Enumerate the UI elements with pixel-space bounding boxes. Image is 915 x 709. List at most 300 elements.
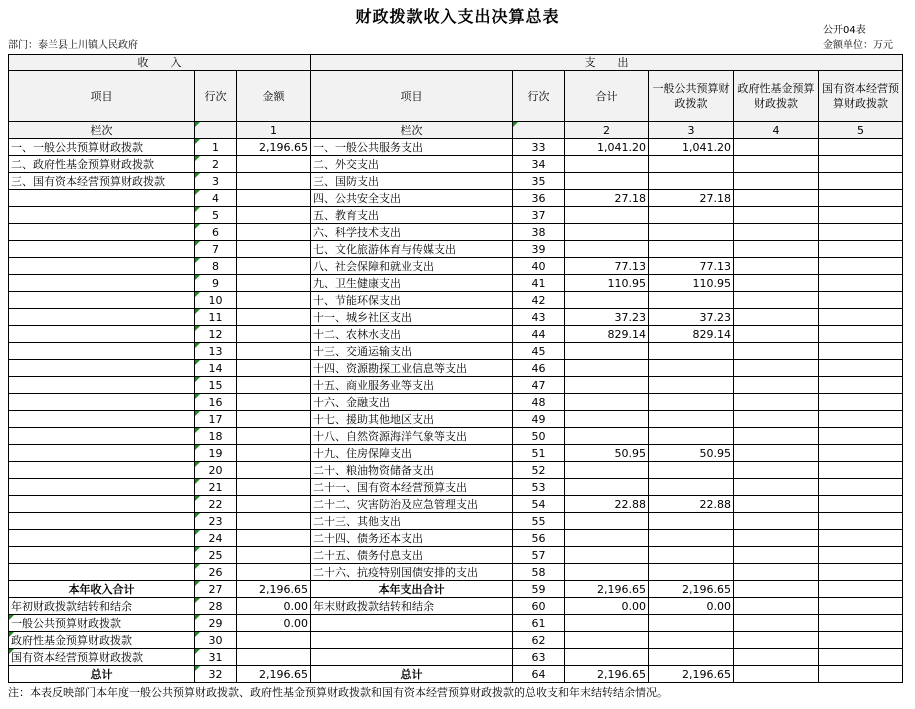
expense-total[interactable]	[565, 632, 649, 649]
income-item[interactable]: 三、国有资本经营预算财政拨款	[9, 173, 195, 190]
expense-total[interactable]	[565, 394, 649, 411]
expense-item[interactable]	[311, 615, 513, 632]
expense-state-capital[interactable]	[819, 411, 903, 428]
income-item[interactable]	[9, 377, 195, 394]
expense-state-capital[interactable]	[819, 666, 903, 683]
expense-general-budget[interactable]	[649, 530, 734, 547]
expense-row-no[interactable]: 39	[513, 241, 565, 258]
income-amount[interactable]	[237, 207, 311, 224]
column-index-5[interactable]: 5	[819, 122, 903, 139]
expense-row-no[interactable]: 59	[513, 581, 565, 598]
expense-item[interactable]	[311, 632, 513, 649]
expense-state-capital[interactable]	[819, 615, 903, 632]
expense-row-no[interactable]: 42	[513, 292, 565, 309]
income-item[interactable]	[9, 462, 195, 479]
expense-item[interactable]: 九、卫生健康支出	[311, 275, 513, 292]
expense-item[interactable]: 十四、资源勘探工业信息等支出	[311, 360, 513, 377]
expense-general-budget[interactable]	[649, 615, 734, 632]
expense-gov-fund[interactable]	[734, 394, 819, 411]
column-index-blank-expense[interactable]	[513, 122, 565, 139]
income-row-no[interactable]: 19	[195, 445, 237, 462]
expense-gov-fund[interactable]	[734, 564, 819, 581]
expense-general-budget[interactable]: 77.13	[649, 258, 734, 275]
expense-state-capital[interactable]	[819, 496, 903, 513]
expense-total[interactable]: 50.95	[565, 445, 649, 462]
expense-total[interactable]: 110.95	[565, 275, 649, 292]
expense-item[interactable]: 十、节能环保支出	[311, 292, 513, 309]
income-amount[interactable]	[237, 292, 311, 309]
expense-state-capital[interactable]	[819, 224, 903, 241]
expense-general-budget[interactable]: 829.14	[649, 326, 734, 343]
expense-gov-fund[interactable]	[734, 530, 819, 547]
income-item[interactable]: 总计	[9, 666, 195, 683]
expense-total[interactable]: 1,041.20	[565, 139, 649, 156]
expense-general-budget[interactable]	[649, 241, 734, 258]
expense-state-capital[interactable]	[819, 547, 903, 564]
expense-row-no[interactable]: 63	[513, 649, 565, 666]
expense-gov-fund[interactable]	[734, 241, 819, 258]
expense-row-no[interactable]: 40	[513, 258, 565, 275]
income-amount[interactable]	[237, 632, 311, 649]
income-item[interactable]	[9, 207, 195, 224]
expense-state-capital[interactable]	[819, 513, 903, 530]
expense-gov-fund[interactable]	[734, 292, 819, 309]
expense-row-no[interactable]: 44	[513, 326, 565, 343]
expense-gov-fund[interactable]	[734, 666, 819, 683]
income-amount[interactable]: 2,196.65	[237, 139, 311, 156]
income-item[interactable]	[9, 190, 195, 207]
expense-total[interactable]	[565, 411, 649, 428]
expense-general-budget[interactable]	[649, 411, 734, 428]
expense-item[interactable]: 五、教育支出	[311, 207, 513, 224]
expense-general-budget[interactable]	[649, 632, 734, 649]
header-row-no-expense[interactable]: 行次	[513, 71, 565, 122]
income-row-no[interactable]: 5	[195, 207, 237, 224]
expense-general-budget[interactable]: 27.18	[649, 190, 734, 207]
expense-general-budget[interactable]	[649, 513, 734, 530]
expense-state-capital[interactable]	[819, 343, 903, 360]
income-row-no[interactable]: 1	[195, 139, 237, 156]
income-item[interactable]	[9, 496, 195, 513]
expense-state-capital[interactable]	[819, 258, 903, 275]
income-row-no[interactable]: 11	[195, 309, 237, 326]
income-amount[interactable]	[237, 377, 311, 394]
income-item[interactable]	[9, 275, 195, 292]
income-item[interactable]	[9, 513, 195, 530]
expense-row-no[interactable]: 55	[513, 513, 565, 530]
expense-row-no[interactable]: 52	[513, 462, 565, 479]
expense-row-no[interactable]: 57	[513, 547, 565, 564]
expense-row-no[interactable]: 60	[513, 598, 565, 615]
expense-gov-fund[interactable]	[734, 445, 819, 462]
income-amount[interactable]: 0.00	[237, 615, 311, 632]
income-row-no[interactable]: 29	[195, 615, 237, 632]
expense-state-capital[interactable]	[819, 241, 903, 258]
expense-state-capital[interactable]	[819, 462, 903, 479]
expense-gov-fund[interactable]	[734, 496, 819, 513]
income-item[interactable]: 年初财政拨款结转和结余	[9, 598, 195, 615]
expense-gov-fund[interactable]	[734, 377, 819, 394]
expense-total[interactable]	[565, 462, 649, 479]
income-item[interactable]	[9, 309, 195, 326]
column-index-4[interactable]: 4	[734, 122, 819, 139]
header-item-expense[interactable]: 项目	[311, 71, 513, 122]
expense-item[interactable]: 二十五、债务付息支出	[311, 547, 513, 564]
income-row-no[interactable]: 6	[195, 224, 237, 241]
expense-state-capital[interactable]	[819, 581, 903, 598]
income-amount[interactable]	[237, 258, 311, 275]
income-amount[interactable]	[237, 496, 311, 513]
income-row-no[interactable]: 12	[195, 326, 237, 343]
expense-state-capital[interactable]	[819, 190, 903, 207]
expense-gov-fund[interactable]	[734, 326, 819, 343]
expense-state-capital[interactable]	[819, 428, 903, 445]
income-amount[interactable]	[237, 564, 311, 581]
expense-item[interactable]: 年末财政拨款结转和结余	[311, 598, 513, 615]
expense-row-no[interactable]: 34	[513, 156, 565, 173]
income-amount[interactable]	[237, 462, 311, 479]
income-item[interactable]: 国有资本经营预算财政拨款	[9, 649, 195, 666]
income-item[interactable]: 本年收入合计	[9, 581, 195, 598]
expense-row-no[interactable]: 45	[513, 343, 565, 360]
expense-general-budget[interactable]	[649, 547, 734, 564]
income-amount[interactable]: 2,196.65	[237, 666, 311, 683]
income-row-no[interactable]: 30	[195, 632, 237, 649]
expense-row-no[interactable]: 43	[513, 309, 565, 326]
income-amount[interactable]	[237, 649, 311, 666]
income-item[interactable]	[9, 445, 195, 462]
expense-item[interactable]: 七、文化旅游体育与传媒支出	[311, 241, 513, 258]
expense-general-budget[interactable]	[649, 479, 734, 496]
income-amount[interactable]	[237, 190, 311, 207]
column-index-2[interactable]: 2	[565, 122, 649, 139]
income-row-no[interactable]: 13	[195, 343, 237, 360]
expense-item[interactable]: 十七、援助其他地区支出	[311, 411, 513, 428]
expense-row-no[interactable]: 46	[513, 360, 565, 377]
expense-general-budget[interactable]: 1,041.20	[649, 139, 734, 156]
income-row-no[interactable]: 7	[195, 241, 237, 258]
expense-general-budget[interactable]	[649, 564, 734, 581]
income-row-no[interactable]: 18	[195, 428, 237, 445]
expense-state-capital[interactable]	[819, 275, 903, 292]
expense-item[interactable]: 十六、金融支出	[311, 394, 513, 411]
expense-general-budget[interactable]	[649, 173, 734, 190]
income-row-no[interactable]: 8	[195, 258, 237, 275]
expense-general-budget[interactable]: 2,196.65	[649, 581, 734, 598]
expense-item[interactable]: 二十六、抗疫特别国债安排的支出	[311, 564, 513, 581]
expense-row-no[interactable]: 50	[513, 428, 565, 445]
expense-state-capital[interactable]	[819, 394, 903, 411]
income-item[interactable]	[9, 428, 195, 445]
expense-row-no[interactable]: 56	[513, 530, 565, 547]
expense-general-budget[interactable]	[649, 394, 734, 411]
expense-total[interactable]	[565, 292, 649, 309]
expense-row-no[interactable]: 37	[513, 207, 565, 224]
header-row-no[interactable]: 行次	[195, 71, 237, 122]
expense-row-no[interactable]: 61	[513, 615, 565, 632]
income-item[interactable]	[9, 292, 195, 309]
expense-general-budget[interactable]	[649, 292, 734, 309]
column-index-label[interactable]: 栏次	[9, 122, 195, 139]
expense-general-budget[interactable]: 0.00	[649, 598, 734, 615]
expense-row-no[interactable]: 62	[513, 632, 565, 649]
column-index-label-expense[interactable]: 栏次	[311, 122, 513, 139]
income-row-no[interactable]: 26	[195, 564, 237, 581]
expense-general-budget[interactable]	[649, 360, 734, 377]
income-item[interactable]: 一般公共预算财政拨款	[9, 615, 195, 632]
expense-gov-fund[interactable]	[734, 411, 819, 428]
expense-total[interactable]	[565, 377, 649, 394]
header-state-capital[interactable]: 国有资本经营预算财政拨款	[819, 71, 903, 122]
column-index-3[interactable]: 3	[649, 122, 734, 139]
income-amount[interactable]	[237, 275, 311, 292]
expense-state-capital[interactable]	[819, 377, 903, 394]
expense-row-no[interactable]: 64	[513, 666, 565, 683]
expense-gov-fund[interactable]	[734, 360, 819, 377]
expense-total[interactable]: 77.13	[565, 258, 649, 275]
expense-row-no[interactable]: 53	[513, 479, 565, 496]
expense-total[interactable]	[565, 173, 649, 190]
income-row-no[interactable]: 2	[195, 156, 237, 173]
income-amount[interactable]	[237, 479, 311, 496]
expense-total[interactable]	[565, 156, 649, 173]
expense-general-budget[interactable]	[649, 462, 734, 479]
income-row-no[interactable]: 23	[195, 513, 237, 530]
expense-total[interactable]	[565, 343, 649, 360]
expense-total[interactable]	[565, 241, 649, 258]
income-item[interactable]	[9, 360, 195, 377]
expense-state-capital[interactable]	[819, 207, 903, 224]
expense-general-budget[interactable]: 2,196.65	[649, 666, 734, 683]
expense-total[interactable]	[565, 547, 649, 564]
expense-total[interactable]	[565, 479, 649, 496]
expense-row-no[interactable]: 54	[513, 496, 565, 513]
expense-state-capital[interactable]	[819, 479, 903, 496]
income-amount[interactable]	[237, 173, 311, 190]
expense-item[interactable]: 十九、住房保障支出	[311, 445, 513, 462]
expense-state-capital[interactable]	[819, 598, 903, 615]
header-item[interactable]: 项目	[9, 71, 195, 122]
expense-item[interactable]: 六、科学技术支出	[311, 224, 513, 241]
header-general-budget[interactable]: 一般公共预算财政拨款	[649, 71, 734, 122]
income-item[interactable]	[9, 241, 195, 258]
expense-state-capital[interactable]	[819, 156, 903, 173]
income-amount[interactable]: 0.00	[237, 598, 311, 615]
income-item[interactable]: 二、政府性基金预算财政拨款	[9, 156, 195, 173]
expense-gov-fund[interactable]	[734, 224, 819, 241]
expense-total[interactable]: 22.88	[565, 496, 649, 513]
expense-gov-fund[interactable]	[734, 207, 819, 224]
expense-total[interactable]	[565, 360, 649, 377]
expense-item[interactable]: 十二、农林水支出	[311, 326, 513, 343]
expense-total[interactable]: 2,196.65	[565, 581, 649, 598]
expense-general-budget[interactable]	[649, 207, 734, 224]
expense-general-budget[interactable]	[649, 377, 734, 394]
expense-item[interactable]: 十一、城乡社区支出	[311, 309, 513, 326]
column-index-blank[interactable]	[195, 122, 237, 139]
expense-gov-fund[interactable]	[734, 615, 819, 632]
expense-row-no[interactable]: 51	[513, 445, 565, 462]
income-amount[interactable]	[237, 343, 311, 360]
expense-state-capital[interactable]	[819, 649, 903, 666]
expense-row-no[interactable]: 35	[513, 173, 565, 190]
income-row-no[interactable]: 16	[195, 394, 237, 411]
header-total[interactable]: 合计	[565, 71, 649, 122]
expense-item[interactable]: 二十二、灾害防治及应急管理支出	[311, 496, 513, 513]
income-amount[interactable]	[237, 326, 311, 343]
expense-item[interactable]: 八、社会保障和就业支出	[311, 258, 513, 275]
expense-general-budget[interactable]: 22.88	[649, 496, 734, 513]
expense-state-capital[interactable]	[819, 139, 903, 156]
expense-total[interactable]: 2,196.65	[565, 666, 649, 683]
expense-item[interactable]	[311, 649, 513, 666]
expense-gov-fund[interactable]	[734, 649, 819, 666]
income-row-no[interactable]: 10	[195, 292, 237, 309]
income-amount[interactable]	[237, 445, 311, 462]
expense-state-capital[interactable]	[819, 173, 903, 190]
expense-total[interactable]	[565, 224, 649, 241]
expense-general-budget[interactable]: 50.95	[649, 445, 734, 462]
income-amount[interactable]	[237, 360, 311, 377]
header-amount[interactable]: 金额	[237, 71, 311, 122]
expense-section-header[interactable]: 支 出	[311, 55, 903, 71]
income-amount[interactable]	[237, 156, 311, 173]
expense-total[interactable]	[565, 564, 649, 581]
expense-general-budget[interactable]: 110.95	[649, 275, 734, 292]
expense-row-no[interactable]: 38	[513, 224, 565, 241]
expense-gov-fund[interactable]	[734, 547, 819, 564]
expense-total[interactable]: 0.00	[565, 598, 649, 615]
expense-total[interactable]	[565, 207, 649, 224]
income-section-header[interactable]: 收 入	[9, 55, 311, 71]
expense-total[interactable]	[565, 649, 649, 666]
income-item[interactable]	[9, 411, 195, 428]
income-row-no[interactable]: 3	[195, 173, 237, 190]
income-item[interactable]	[9, 530, 195, 547]
income-row-no[interactable]: 4	[195, 190, 237, 207]
expense-item[interactable]: 二十三、其他支出	[311, 513, 513, 530]
expense-row-no[interactable]: 49	[513, 411, 565, 428]
income-row-no[interactable]: 24	[195, 530, 237, 547]
income-row-no[interactable]: 22	[195, 496, 237, 513]
expense-state-capital[interactable]	[819, 292, 903, 309]
income-row-no[interactable]: 27	[195, 581, 237, 598]
income-amount[interactable]	[237, 513, 311, 530]
expense-item[interactable]: 二、外交支出	[311, 156, 513, 173]
expense-gov-fund[interactable]	[734, 632, 819, 649]
income-row-no[interactable]: 20	[195, 462, 237, 479]
expense-total[interactable]: 829.14	[565, 326, 649, 343]
income-item[interactable]	[9, 343, 195, 360]
income-item[interactable]	[9, 479, 195, 496]
expense-gov-fund[interactable]	[734, 173, 819, 190]
expense-gov-fund[interactable]	[734, 479, 819, 496]
expense-state-capital[interactable]	[819, 309, 903, 326]
expense-general-budget[interactable]	[649, 649, 734, 666]
expense-row-no[interactable]: 36	[513, 190, 565, 207]
expense-state-capital[interactable]	[819, 564, 903, 581]
expense-item[interactable]: 十三、交通运输支出	[311, 343, 513, 360]
expense-item[interactable]: 十八、自然资源海洋气象等支出	[311, 428, 513, 445]
expense-item[interactable]: 二十、粮油物资储备支出	[311, 462, 513, 479]
expense-row-no[interactable]: 58	[513, 564, 565, 581]
expense-state-capital[interactable]	[819, 360, 903, 377]
expense-total[interactable]: 27.18	[565, 190, 649, 207]
income-row-no[interactable]: 28	[195, 598, 237, 615]
expense-gov-fund[interactable]	[734, 343, 819, 360]
income-amount[interactable]	[237, 224, 311, 241]
expense-item[interactable]: 二十四、债务还本支出	[311, 530, 513, 547]
expense-general-budget[interactable]	[649, 156, 734, 173]
income-item[interactable]: 一、一般公共预算财政拨款	[9, 139, 195, 156]
expense-total[interactable]	[565, 530, 649, 547]
expense-gov-fund[interactable]	[734, 462, 819, 479]
expense-item[interactable]: 总计	[311, 666, 513, 683]
income-amount[interactable]	[237, 428, 311, 445]
income-row-no[interactable]: 9	[195, 275, 237, 292]
expense-item[interactable]: 一、一般公共服务支出	[311, 139, 513, 156]
income-item[interactable]	[9, 547, 195, 564]
expense-item[interactable]: 三、国防支出	[311, 173, 513, 190]
expense-gov-fund[interactable]	[734, 139, 819, 156]
expense-gov-fund[interactable]	[734, 581, 819, 598]
expense-gov-fund[interactable]	[734, 598, 819, 615]
expense-row-no[interactable]: 48	[513, 394, 565, 411]
income-amount[interactable]: 2,196.65	[237, 581, 311, 598]
header-gov-fund[interactable]: 政府性基金预算财政拨款	[734, 71, 819, 122]
expense-total[interactable]	[565, 513, 649, 530]
expense-total[interactable]: 37.23	[565, 309, 649, 326]
income-amount[interactable]	[237, 530, 311, 547]
expense-gov-fund[interactable]	[734, 258, 819, 275]
expense-item[interactable]: 十五、商业服务业等支出	[311, 377, 513, 394]
expense-gov-fund[interactable]	[734, 156, 819, 173]
expense-gov-fund[interactable]	[734, 428, 819, 445]
expense-general-budget[interactable]: 37.23	[649, 309, 734, 326]
expense-general-budget[interactable]	[649, 343, 734, 360]
income-amount[interactable]	[237, 411, 311, 428]
income-amount[interactable]	[237, 547, 311, 564]
income-row-no[interactable]: 15	[195, 377, 237, 394]
expense-row-no[interactable]: 41	[513, 275, 565, 292]
expense-state-capital[interactable]	[819, 530, 903, 547]
income-row-no[interactable]: 21	[195, 479, 237, 496]
expense-gov-fund[interactable]	[734, 513, 819, 530]
expense-state-capital[interactable]	[819, 326, 903, 343]
income-row-no[interactable]: 17	[195, 411, 237, 428]
income-row-no[interactable]: 14	[195, 360, 237, 377]
income-row-no[interactable]: 32	[195, 666, 237, 683]
expense-state-capital[interactable]	[819, 632, 903, 649]
income-item[interactable]	[9, 258, 195, 275]
income-row-no[interactable]: 31	[195, 649, 237, 666]
expense-gov-fund[interactable]	[734, 190, 819, 207]
income-amount[interactable]	[237, 394, 311, 411]
income-amount[interactable]	[237, 309, 311, 326]
expense-gov-fund[interactable]	[734, 309, 819, 326]
income-row-no[interactable]: 25	[195, 547, 237, 564]
expense-total[interactable]	[565, 428, 649, 445]
income-amount[interactable]	[237, 241, 311, 258]
income-item[interactable]	[9, 326, 195, 343]
income-item[interactable]	[9, 394, 195, 411]
expense-row-no[interactable]: 47	[513, 377, 565, 394]
income-item[interactable]	[9, 224, 195, 241]
expense-row-no[interactable]: 33	[513, 139, 565, 156]
income-item[interactable]	[9, 564, 195, 581]
expense-item[interactable]: 二十一、国有资本经营预算支出	[311, 479, 513, 496]
expense-item[interactable]: 本年支出合计	[311, 581, 513, 598]
